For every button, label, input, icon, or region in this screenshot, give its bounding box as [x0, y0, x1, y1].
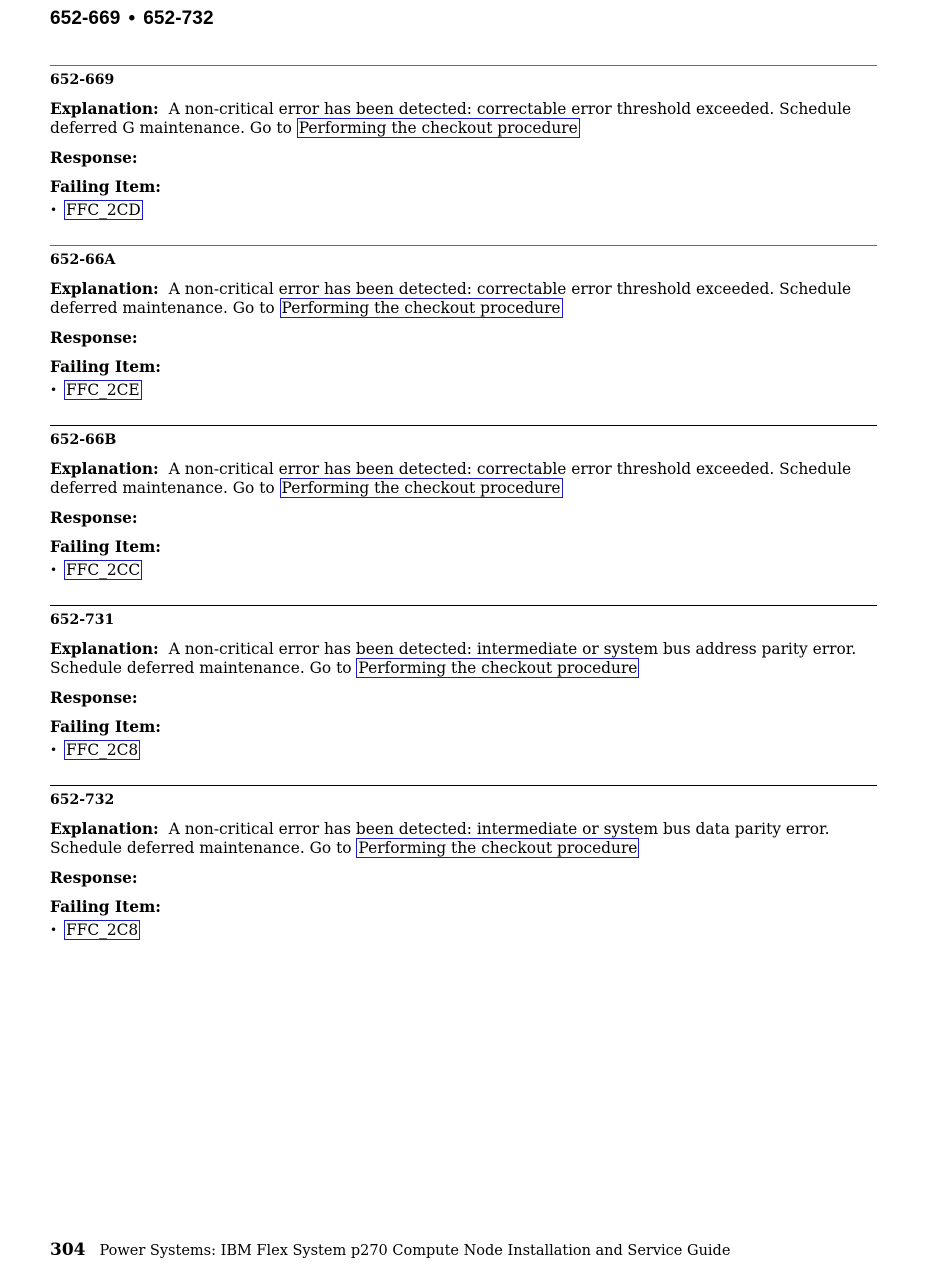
checkout-procedure-link[interactable]: Performing the checkout procedure [358, 839, 638, 857]
book-title: Power Systems: IBM Flex System p270 Compute Node Installation and Service Guide [99, 1243, 731, 1259]
failing-item [50, 561, 142, 579]
response-label: Response: [50, 329, 138, 347]
failing-item-label: Failing Item: [50, 538, 161, 556]
checkout-procedure-link[interactable]: Performing the checkout procedure [298, 119, 578, 137]
error-entry [50, 66, 877, 245]
explanation-label: Explanation: [50, 640, 159, 658]
error-entry [50, 606, 877, 785]
failing-item-label: Failing Item: [50, 178, 161, 196]
explanation-label: Explanation: [50, 460, 159, 478]
response-label: Response: [50, 869, 138, 887]
explanation-text [50, 640, 877, 678]
explanation-body: A non-critical error has been detected: intermediate or system bus data parity error. Schedule deferred maintenance. Go to [50, 820, 830, 857]
page-footer [50, 1240, 730, 1260]
failing-item [50, 921, 140, 939]
bullet-icon: • [50, 383, 58, 397]
header-range-end: 652-732 [143, 8, 214, 29]
explanation-label: Explanation: [50, 820, 159, 838]
bullet-icon: • [50, 563, 58, 577]
explanation-text [50, 820, 877, 858]
error-entry [50, 786, 877, 965]
checkout-procedure-link[interactable]: Performing the checkout procedure [358, 659, 638, 677]
header-range-start: 652-669 [50, 8, 121, 29]
response-label: Response: [50, 689, 138, 707]
failing-item-link[interactable]: FFC_2CD [66, 201, 141, 219]
failing-item-label: Failing Item: [50, 358, 161, 376]
explanation-label: Explanation: [50, 280, 159, 298]
response-label: Response: [50, 509, 138, 527]
failing-item-link[interactable]: FFC_2CC [66, 561, 141, 579]
failing-item-link[interactable]: FFC_2C8 [66, 921, 139, 939]
failing-item [50, 381, 142, 399]
page-number: 304 [50, 1240, 86, 1260]
error-code-list [50, 65, 877, 965]
error-entry [50, 426, 877, 605]
checkout-procedure-link[interactable]: Performing the checkout procedure [281, 299, 561, 317]
bullet-icon: • [50, 743, 58, 757]
explanation-text [50, 460, 877, 498]
response-label: Response: [50, 149, 138, 167]
error-entry [50, 246, 877, 425]
error-code: 652-731 [50, 612, 115, 628]
bullet-icon: • [50, 203, 58, 217]
failing-item [50, 201, 143, 219]
explanation-body: A non-critical error has been detected: correctable error threshold exceeded. Schedule deferred maintenance. Go to [50, 280, 852, 317]
error-code: 652-66A [50, 252, 116, 268]
header-separator: • [128, 8, 136, 29]
explanation-text [50, 100, 877, 138]
explanation-label: Explanation: [50, 100, 159, 118]
checkout-procedure-link[interactable]: Performing the checkout procedure [281, 479, 561, 497]
bullet-icon: • [50, 923, 58, 937]
error-code: 652-732 [50, 792, 115, 808]
failing-item-link[interactable]: FFC_2C8 [66, 741, 139, 759]
failing-item-label: Failing Item: [50, 718, 161, 736]
explanation-body: A non-critical error has been detected: correctable error threshold exceeded. Schedule deferred maintenance. Go to [50, 460, 852, 497]
explanation-text [50, 280, 877, 318]
failing-item [50, 741, 140, 759]
error-code: 652-669 [50, 72, 115, 88]
failing-item-label: Failing Item: [50, 898, 161, 916]
explanation-body: A non-critical error has been detected: intermediate or system bus address parity error. Schedule deferred maintenance. Go to [50, 640, 857, 677]
failing-item-link[interactable]: FFC_2CE [66, 381, 140, 399]
explanation-body: A non-critical error has been detected: correctable error threshold exceeded. Schedule deferred G maintenance. Go to [50, 100, 852, 137]
page-header [50, 8, 214, 30]
error-code: 652-66B [50, 432, 117, 448]
